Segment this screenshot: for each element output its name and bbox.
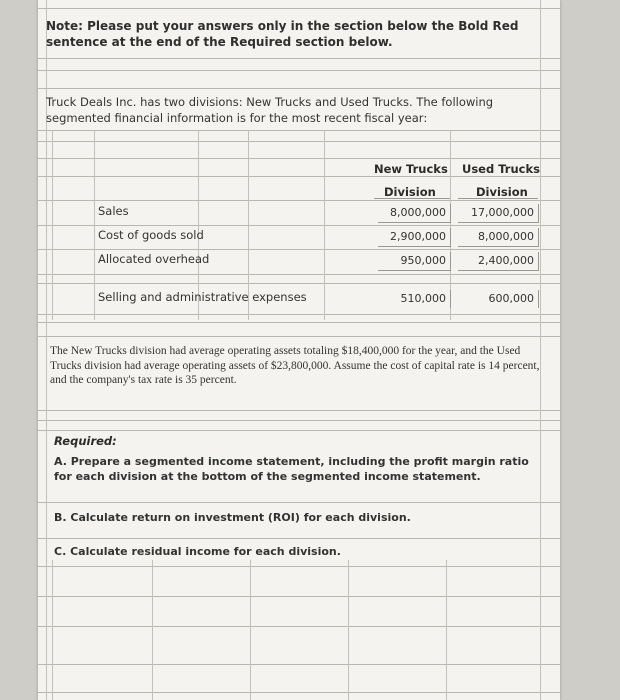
row-label: Sales (98, 204, 129, 218)
new-trucks-value: 950,000 (400, 254, 446, 267)
intro-text: Truck Deals Inc. has two divisions: New Trucks and Used Trucks. The following segmented financial information is for the most recent fiscal year: (46, 95, 494, 125)
required-item-b: B. Calculate return on investment (ROI) for each division. (54, 511, 411, 524)
row-label: Allocated overhead (98, 252, 210, 266)
header-new-division: Division (384, 185, 436, 199)
header-new-trucks: New Trucks (374, 162, 448, 176)
required-item-a: A. Prepare a segmented income statement, including the profit margin ratio for each division at the bottom of the segmented income statement. (54, 455, 529, 483)
row-label: Cost of goods sold (98, 228, 204, 242)
new-trucks-value: 510,000 (400, 292, 446, 305)
used-trucks-value: 17,000,000 (471, 206, 534, 219)
header-used-trucks: Used Trucks (462, 162, 540, 176)
assets-paragraph: The New Trucks division had average operating assets totaling $18,400,000 for the year, and the Used Trucks division had average operating assets of $23,800,000. Assume the cost of capital rate is 14 percent, and the company's tax rate is 35 percent. (50, 345, 540, 386)
used-trucks-value: 600,000 (488, 292, 534, 305)
used-trucks-value: 2,400,000 (478, 254, 534, 267)
row-label: Selling and administrative expenses (98, 290, 307, 304)
used-trucks-value: 8,000,000 (478, 230, 534, 243)
note-text: Note: Please put your answers only in the section below the Bold Red sentence at the end of the Required section below. (46, 19, 519, 49)
required-item-c: C. Calculate residual income for each division. (54, 545, 341, 558)
new-trucks-value: 2,900,000 (390, 230, 446, 243)
required-title: Required: (54, 434, 117, 448)
worksheet (38, 0, 560, 700)
new-trucks-value: 8,000,000 (390, 206, 446, 219)
header-used-division: Division (476, 185, 528, 199)
